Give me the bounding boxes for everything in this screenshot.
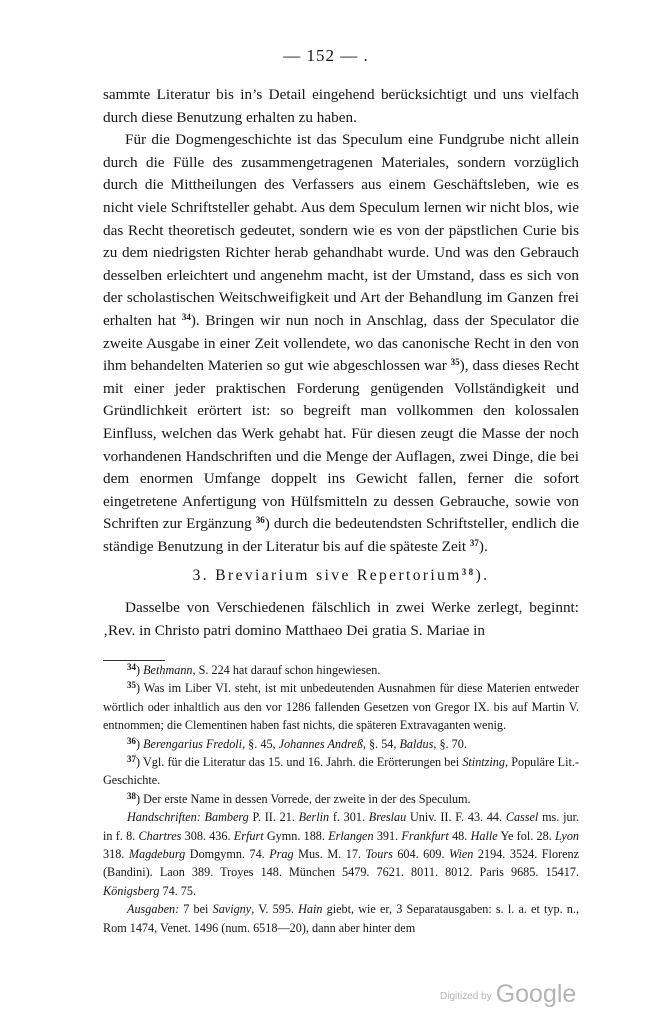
google-watermark: Digitized by Google bbox=[440, 980, 577, 1008]
note-ref: 38 bbox=[461, 567, 476, 577]
main-text bbox=[103, 84, 579, 558]
page-number: — 152 — . bbox=[283, 46, 369, 65]
footnote-35: $^{35}$) Was im Liber VI. steht, ist mit unbedeutenden Ausnahmen für diese Materien entweder wörtlich oder inhaltlich aus den vor 1286 fallenden Gesetzen von Gregor IX. bis auf Martin V. entnommen; die Clementinen haben fast nichts, die späteren Extravaganten wenig. bbox=[103, 680, 579, 733]
footnotes bbox=[103, 661, 579, 937]
manuscripts-list: Handschriften: Bamberg P. II. 21. Berlin f. 301. Breslau Univ. II. F. 43. 44. Cassel ms. jur. in f. 8. Chartres 308. 436. Erfurt Gymn. 188. Erlangen 391. Frankfurt 48. Halle Ye fol. 28. Lyon 318. Magdeburg Domgymn. 74. Prag Mus. M. 17. Tours 604. 609. Wien 2194. 3524. Florenz (Bandini). Laon 389. Troyes 148. München 5479. 7621. 8011. 8012. Paris 9685. 15417. Königsberg 74. 75. bbox=[103, 810, 580, 898]
note-ref: 37 bbox=[469, 537, 479, 548]
footnote-34: $^{34}$) Bethmann, S. 224 hat darauf schon hingewiesen. bbox=[127, 662, 381, 677]
note-ref: 36 bbox=[255, 515, 265, 526]
paragraph: sammte Literatur bis in’s Detail eingehend berücksichtigt und uns vielfach durch diese Benutzung erhalten zu haben. bbox=[103, 86, 579, 126]
note-ref: 34 bbox=[181, 311, 191, 322]
footnote-37: $^{37}$) Vgl. für die Literatur das 15. und 16. Jahrh. die Erörterungen bei Stintzing, Populäre Lit.-Geschichte. bbox=[103, 754, 579, 788]
section-heading: 3. Breviarium sive Repertorium$^{38}$). bbox=[192, 567, 490, 584]
footnote-36: $^{36}$) Berengarius Fredoli, §. 45, Johannes Andreß, §. 54, Baldus, §. 70. bbox=[127, 735, 467, 751]
section-intro bbox=[103, 597, 579, 642]
editions-list: Ausgaben: 7 bei Savigny, V. 595. Hain giebt, wie er, 3 Separatausgaben: s. l. a. et typ. n., Rom 1474, Venet. 1496 (num. 6518—20), dann aber hinter dem bbox=[103, 902, 579, 935]
note-ref: 35 bbox=[450, 357, 460, 368]
paragraph: Für die Dogmengeschichte ist das Speculum eine Fundgrube nicht allein durch die Fülle des zusammengetragenen Materiales, sondern vorzüglich durch die Mittheilungen des Verfassers aus einem Geschäftsleben, wie es nicht viele Schriftsteller gehabt. Aus dem Speculum lernen wir nicht blos, wie das Recht theoretisch gedeutet, sondern wie es von der päpstlichen Curie bis zu dem niedrigsten Richter herab gehandhabt wurde. Und was den Gebrauch desselben erleichtert und angenehm macht, ist der Umstand, dass es sich von der scholastischen Weitschweifigkeit und Art der Behandlung im Ganzen frei erhalten hat $^{34}$). Bringen wir nun noch in Anschlag, dass der Speculator die zweite Ausgabe in einer Zeit vollendete, wo das canonische Recht in den von ihm behandelten Materien so gut wie abgeschlossen war $^{35}$), dass dieses Recht mit einer jeder praktischen Forderung genügenden Vollständigkeit und Gründlichkeit erörtert ist: so begreift man vollkommen den kolossalen Einfluss, welchen das Werk gehabt hat. Für diesen zeugt die Masse der noch vorhandenen Handschriften und die Menge der Auflagen, zwei Dinge, die bei dem enormen Umfange doppelt ins Gewicht fallen, ferner die sofort eingetretene Anfertigung von Hülfsmitteln zu dessen Gebrauche, sowie von Schriften zur Ergänzung $^{36}$) durch die bedeutendsten Schriftsteller, endlich die ständige Benutzung in der Literatur bis auf die späteste Zeit $^{37}$). bbox=[103, 131, 580, 555]
google-logo: Google bbox=[495, 980, 577, 1008]
footnote-38: $^{38}$) Der erste Name in dessen Vorrede, der zweite in der des Speculum. bbox=[127, 790, 471, 806]
paragraph: Dasselbe von Verschiedenen fälschlich in zwei Werke zerlegt, beginnt: ‚Rev. in Christo patri domino Matthaeo Dei gratia S. Mariae in bbox=[103, 599, 579, 639]
